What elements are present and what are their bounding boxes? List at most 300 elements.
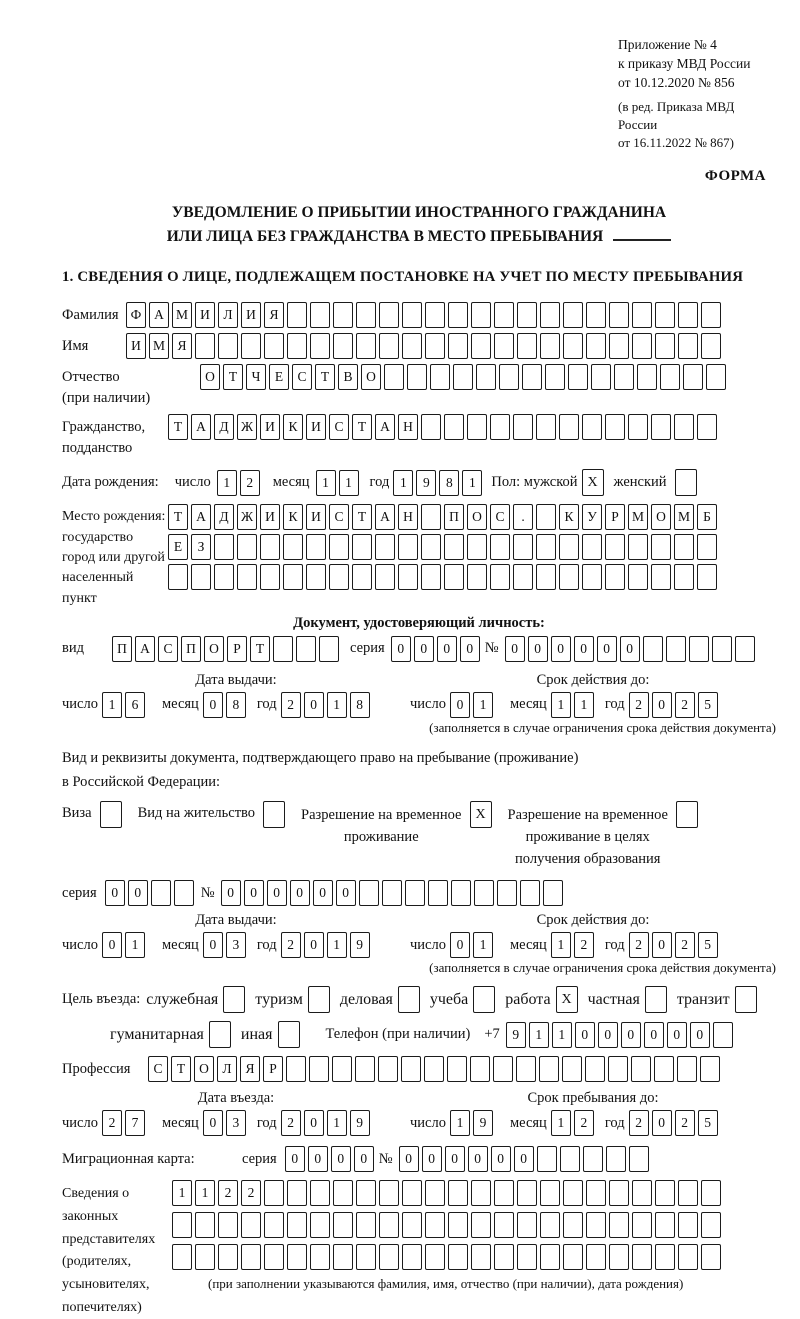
char-cell[interactable]: 0 <box>308 1146 328 1172</box>
char-cell[interactable]: 0 <box>290 880 310 906</box>
char-cell[interactable] <box>310 1180 330 1206</box>
char-cell[interactable] <box>490 564 510 590</box>
residence-issue-month[interactable] <box>203 932 249 958</box>
char-cell[interactable]: 0 <box>620 636 640 662</box>
char-cell[interactable] <box>537 1146 557 1172</box>
char-cell[interactable] <box>513 414 533 440</box>
char-cell[interactable] <box>333 333 353 359</box>
entry-month[interactable] <box>203 1110 249 1136</box>
purpose-work-checkbox[interactable]: X <box>556 986 578 1013</box>
char-cell[interactable]: М <box>674 504 694 530</box>
char-cell[interactable] <box>660 364 680 390</box>
char-cell[interactable]: 9 <box>416 470 436 496</box>
char-cell[interactable] <box>471 302 491 328</box>
char-cell[interactable]: 0 <box>505 636 525 662</box>
char-cell[interactable] <box>494 333 514 359</box>
doc-expiry-day[interactable] <box>450 692 496 718</box>
migration-series-input[interactable] <box>285 1146 377 1172</box>
char-cell[interactable]: 0 <box>304 692 324 718</box>
purpose-private-checkbox[interactable] <box>645 986 667 1013</box>
char-cell[interactable] <box>563 1244 583 1270</box>
char-cell[interactable]: П <box>444 504 464 530</box>
residence-series-input[interactable] <box>105 880 197 906</box>
char-cell[interactable] <box>287 1212 307 1238</box>
char-cell[interactable]: 1 <box>195 1180 215 1206</box>
char-cell[interactable] <box>474 880 494 906</box>
char-cell[interactable]: 0 <box>460 636 480 662</box>
char-cell[interactable] <box>379 1244 399 1270</box>
residence-issue-day[interactable] <box>102 932 148 958</box>
char-cell[interactable]: Р <box>263 1056 283 1082</box>
char-cell[interactable]: 1 <box>316 470 336 496</box>
name-input[interactable] <box>126 333 724 359</box>
char-cell[interactable] <box>379 302 399 328</box>
char-cell[interactable] <box>287 1244 307 1270</box>
char-cell[interactable] <box>151 880 171 906</box>
char-cell[interactable] <box>540 1212 560 1238</box>
char-cell[interactable] <box>674 564 694 590</box>
char-cell[interactable] <box>264 1244 284 1270</box>
purpose-transit-checkbox[interactable] <box>735 986 757 1013</box>
char-cell[interactable] <box>655 1244 675 1270</box>
char-cell[interactable] <box>586 1212 606 1238</box>
char-cell[interactable] <box>536 534 556 560</box>
char-cell[interactable] <box>398 534 418 560</box>
char-cell[interactable] <box>666 636 686 662</box>
char-cell[interactable] <box>609 333 629 359</box>
char-cell[interactable] <box>310 1244 330 1270</box>
char-cell[interactable]: 2 <box>629 932 649 958</box>
char-cell[interactable]: 0 <box>354 1146 374 1172</box>
char-cell[interactable] <box>712 636 732 662</box>
char-cell[interactable] <box>471 1244 491 1270</box>
char-cell[interactable] <box>425 1244 445 1270</box>
residence-expiry-day[interactable] <box>450 932 496 958</box>
char-cell[interactable]: 0 <box>399 1146 419 1172</box>
char-cell[interactable]: 0 <box>221 880 241 906</box>
char-cell[interactable]: 3 <box>226 1110 246 1136</box>
char-cell[interactable]: Р <box>605 504 625 530</box>
char-cell[interactable] <box>608 1056 628 1082</box>
char-cell[interactable] <box>606 1146 626 1172</box>
char-cell[interactable] <box>513 534 533 560</box>
char-cell[interactable] <box>174 880 194 906</box>
char-cell[interactable]: 8 <box>350 692 370 718</box>
char-cell[interactable]: 2 <box>241 1180 261 1206</box>
char-cell[interactable] <box>631 1056 651 1082</box>
char-cell[interactable]: А <box>191 504 211 530</box>
char-cell[interactable] <box>643 636 663 662</box>
char-cell[interactable]: 0 <box>491 1146 511 1172</box>
char-cell[interactable] <box>453 364 473 390</box>
char-cell[interactable] <box>632 1212 652 1238</box>
char-cell[interactable] <box>402 1212 422 1238</box>
char-cell[interactable]: 0 <box>667 1022 687 1048</box>
char-cell[interactable]: 0 <box>528 636 548 662</box>
char-cell[interactable] <box>520 880 540 906</box>
char-cell[interactable] <box>494 1180 514 1206</box>
char-cell[interactable] <box>421 504 441 530</box>
char-cell[interactable]: И <box>241 302 261 328</box>
char-cell[interactable]: Т <box>315 364 335 390</box>
char-cell[interactable]: Т <box>223 364 243 390</box>
char-cell[interactable] <box>591 364 611 390</box>
temp-residence-education-checkbox[interactable] <box>676 801 698 828</box>
char-cell[interactable] <box>218 333 238 359</box>
char-cell[interactable] <box>309 1056 329 1082</box>
char-cell[interactable] <box>609 302 629 328</box>
char-cell[interactable] <box>674 414 694 440</box>
char-cell[interactable]: Я <box>240 1056 260 1082</box>
char-cell[interactable] <box>382 880 402 906</box>
char-cell[interactable] <box>471 333 491 359</box>
char-cell[interactable]: У <box>582 504 602 530</box>
char-cell[interactable]: 1 <box>574 692 594 718</box>
char-cell[interactable] <box>283 564 303 590</box>
char-cell[interactable]: Ч <box>246 364 266 390</box>
char-cell[interactable]: С <box>329 414 349 440</box>
char-cell[interactable]: 2 <box>281 692 301 718</box>
char-cell[interactable] <box>540 333 560 359</box>
char-cell[interactable] <box>536 504 556 530</box>
char-cell[interactable]: 0 <box>267 880 287 906</box>
char-cell[interactable] <box>273 636 293 662</box>
char-cell[interactable]: 0 <box>105 880 125 906</box>
char-cell[interactable] <box>296 636 316 662</box>
migration-number-input[interactable] <box>399 1146 652 1172</box>
doc-expiry-month[interactable] <box>551 692 597 718</box>
char-cell[interactable] <box>701 1212 721 1238</box>
sex-female-checkbox[interactable] <box>675 469 697 496</box>
char-cell[interactable]: О <box>204 636 224 662</box>
representatives-line3-input[interactable] <box>172 1244 724 1270</box>
char-cell[interactable]: И <box>306 504 326 530</box>
char-cell[interactable] <box>356 1244 376 1270</box>
char-cell[interactable]: 1 <box>462 470 482 496</box>
purpose-humanitarian-checkbox[interactable] <box>209 1021 231 1048</box>
char-cell[interactable] <box>470 1056 490 1082</box>
char-cell[interactable]: С <box>292 364 312 390</box>
char-cell[interactable]: 1 <box>529 1022 549 1048</box>
char-cell[interactable] <box>568 364 588 390</box>
char-cell[interactable]: Т <box>168 414 188 440</box>
char-cell[interactable] <box>379 1180 399 1206</box>
char-cell[interactable] <box>428 880 448 906</box>
char-cell[interactable] <box>494 1244 514 1270</box>
char-cell[interactable] <box>310 333 330 359</box>
char-cell[interactable]: Т <box>352 414 372 440</box>
char-cell[interactable] <box>448 1212 468 1238</box>
char-cell[interactable] <box>287 333 307 359</box>
char-cell[interactable] <box>218 1244 238 1270</box>
char-cell[interactable] <box>559 564 579 590</box>
char-cell[interactable] <box>497 880 517 906</box>
char-cell[interactable] <box>543 880 563 906</box>
char-cell[interactable] <box>494 302 514 328</box>
profession-input[interactable] <box>148 1056 723 1082</box>
char-cell[interactable]: 1 <box>217 470 237 496</box>
char-cell[interactable]: Л <box>217 1056 237 1082</box>
char-cell[interactable]: 2 <box>574 932 594 958</box>
char-cell[interactable]: Д <box>214 504 234 530</box>
char-cell[interactable]: 0 <box>551 636 571 662</box>
char-cell[interactable]: 0 <box>304 932 324 958</box>
char-cell[interactable]: 0 <box>652 1110 672 1136</box>
char-cell[interactable]: 1 <box>339 470 359 496</box>
char-cell[interactable] <box>407 364 427 390</box>
char-cell[interactable] <box>237 564 257 590</box>
char-cell[interactable] <box>655 1180 675 1206</box>
char-cell[interactable] <box>356 333 376 359</box>
char-cell[interactable]: 0 <box>391 636 411 662</box>
char-cell[interactable] <box>654 1056 674 1082</box>
char-cell[interactable]: О <box>361 364 381 390</box>
char-cell[interactable] <box>540 1244 560 1270</box>
char-cell[interactable] <box>172 1212 192 1238</box>
char-cell[interactable]: Т <box>171 1056 191 1082</box>
char-cell[interactable] <box>628 414 648 440</box>
char-cell[interactable] <box>356 1180 376 1206</box>
entry-day[interactable] <box>102 1110 148 1136</box>
char-cell[interactable] <box>674 534 694 560</box>
char-cell[interactable] <box>651 414 671 440</box>
char-cell[interactable]: Ж <box>237 414 257 440</box>
char-cell[interactable] <box>582 534 602 560</box>
char-cell[interactable]: 0 <box>575 1022 595 1048</box>
char-cell[interactable]: И <box>195 302 215 328</box>
char-cell[interactable]: 5 <box>698 692 718 718</box>
char-cell[interactable] <box>701 302 721 328</box>
char-cell[interactable] <box>517 1212 537 1238</box>
char-cell[interactable] <box>471 1180 491 1206</box>
char-cell[interactable]: М <box>628 504 648 530</box>
char-cell[interactable] <box>425 1212 445 1238</box>
char-cell[interactable] <box>264 1212 284 1238</box>
char-cell[interactable] <box>264 333 284 359</box>
char-cell[interactable]: 1 <box>473 932 493 958</box>
char-cell[interactable]: 5 <box>698 1110 718 1136</box>
char-cell[interactable] <box>678 333 698 359</box>
char-cell[interactable]: Ж <box>237 504 257 530</box>
char-cell[interactable]: 0 <box>450 932 470 958</box>
char-cell[interactable]: О <box>651 504 671 530</box>
purpose-other-checkbox[interactable] <box>278 1021 300 1048</box>
doc-issue-day[interactable] <box>102 692 148 718</box>
char-cell[interactable]: 0 <box>128 880 148 906</box>
char-cell[interactable]: А <box>149 302 169 328</box>
char-cell[interactable] <box>689 636 709 662</box>
char-cell[interactable]: И <box>126 333 146 359</box>
char-cell[interactable] <box>563 1212 583 1238</box>
char-cell[interactable]: 9 <box>350 932 370 958</box>
char-cell[interactable] <box>701 1180 721 1206</box>
char-cell[interactable]: Е <box>168 534 188 560</box>
char-cell[interactable] <box>425 1180 445 1206</box>
birth-month-input[interactable] <box>316 470 362 496</box>
char-cell[interactable]: З <box>191 534 211 560</box>
char-cell[interactable] <box>494 1212 514 1238</box>
residence-expiry-month[interactable] <box>551 932 597 958</box>
char-cell[interactable] <box>444 414 464 440</box>
char-cell[interactable] <box>517 1244 537 1270</box>
doc-expiry-year[interactable] <box>629 692 721 718</box>
char-cell[interactable] <box>375 564 395 590</box>
char-cell[interactable] <box>329 564 349 590</box>
char-cell[interactable] <box>241 1244 261 1270</box>
purpose-study-checkbox[interactable] <box>473 986 495 1013</box>
birthplace-line2-input[interactable] <box>168 534 720 560</box>
purpose-official-checkbox[interactable] <box>223 986 245 1013</box>
char-cell[interactable] <box>195 1212 215 1238</box>
char-cell[interactable] <box>536 564 556 590</box>
char-cell[interactable] <box>329 534 349 560</box>
char-cell[interactable]: 0 <box>285 1146 305 1172</box>
char-cell[interactable] <box>286 1056 306 1082</box>
char-cell[interactable]: 0 <box>621 1022 641 1048</box>
char-cell[interactable]: 1 <box>102 692 122 718</box>
char-cell[interactable] <box>241 333 261 359</box>
doc-kind-input[interactable] <box>112 636 342 662</box>
char-cell[interactable] <box>517 333 537 359</box>
char-cell[interactable] <box>356 302 376 328</box>
char-cell[interactable] <box>563 333 583 359</box>
char-cell[interactable]: 2 <box>675 1110 695 1136</box>
char-cell[interactable]: . <box>513 504 533 530</box>
char-cell[interactable] <box>444 564 464 590</box>
char-cell[interactable]: Т <box>168 504 188 530</box>
char-cell[interactable] <box>563 1180 583 1206</box>
char-cell[interactable] <box>713 1022 733 1048</box>
char-cell[interactable]: 2 <box>629 1110 649 1136</box>
char-cell[interactable]: 9 <box>473 1110 493 1136</box>
char-cell[interactable] <box>333 302 353 328</box>
char-cell[interactable] <box>628 564 648 590</box>
char-cell[interactable] <box>629 1146 649 1172</box>
char-cell[interactable]: 1 <box>327 1110 347 1136</box>
char-cell[interactable]: 1 <box>551 692 571 718</box>
char-cell[interactable] <box>214 564 234 590</box>
char-cell[interactable] <box>352 534 372 560</box>
char-cell[interactable] <box>310 1212 330 1238</box>
birth-day-input[interactable] <box>217 470 263 496</box>
char-cell[interactable] <box>655 302 675 328</box>
char-cell[interactable]: 1 <box>327 932 347 958</box>
char-cell[interactable] <box>586 302 606 328</box>
char-cell[interactable]: М <box>149 333 169 359</box>
char-cell[interactable] <box>405 880 425 906</box>
char-cell[interactable]: Р <box>227 636 247 662</box>
char-cell[interactable]: 0 <box>652 932 672 958</box>
char-cell[interactable] <box>586 1244 606 1270</box>
char-cell[interactable]: 1 <box>551 932 571 958</box>
char-cell[interactable]: А <box>375 414 395 440</box>
char-cell[interactable]: 0 <box>574 636 594 662</box>
char-cell[interactable] <box>651 564 671 590</box>
char-cell[interactable] <box>536 414 556 440</box>
char-cell[interactable] <box>467 564 487 590</box>
char-cell[interactable] <box>384 364 404 390</box>
char-cell[interactable]: 1 <box>473 692 493 718</box>
char-cell[interactable] <box>522 364 542 390</box>
residence-expiry-year[interactable] <box>629 932 721 958</box>
purpose-tourism-checkbox[interactable] <box>308 986 330 1013</box>
char-cell[interactable] <box>214 534 234 560</box>
char-cell[interactable] <box>605 534 625 560</box>
char-cell[interactable] <box>632 333 652 359</box>
sex-male-checkbox[interactable]: X <box>582 469 604 496</box>
char-cell[interactable] <box>287 1180 307 1206</box>
patronymic-input[interactable] <box>200 364 729 390</box>
residence-issue-year[interactable] <box>281 932 373 958</box>
char-cell[interactable]: 1 <box>327 692 347 718</box>
char-cell[interactable]: 0 <box>304 1110 324 1136</box>
char-cell[interactable]: 0 <box>244 880 264 906</box>
char-cell[interactable] <box>448 333 468 359</box>
doc-issue-year[interactable] <box>281 692 373 718</box>
char-cell[interactable] <box>421 534 441 560</box>
char-cell[interactable] <box>637 364 657 390</box>
char-cell[interactable] <box>562 1056 582 1082</box>
char-cell[interactable]: Т <box>352 504 372 530</box>
char-cell[interactable]: 5 <box>698 932 718 958</box>
char-cell[interactable] <box>605 414 625 440</box>
birthplace-line1-input[interactable] <box>168 504 720 530</box>
char-cell[interactable] <box>378 1056 398 1082</box>
char-cell[interactable]: 1 <box>172 1180 192 1206</box>
char-cell[interactable]: 3 <box>226 932 246 958</box>
char-cell[interactable]: 0 <box>336 880 356 906</box>
char-cell[interactable] <box>306 534 326 560</box>
char-cell[interactable] <box>237 534 257 560</box>
char-cell[interactable]: 0 <box>445 1146 465 1172</box>
char-cell[interactable]: С <box>490 504 510 530</box>
char-cell[interactable]: Н <box>398 414 418 440</box>
char-cell[interactable] <box>678 1244 698 1270</box>
citizenship-input[interactable] <box>168 414 720 440</box>
char-cell[interactable]: 2 <box>675 932 695 958</box>
char-cell[interactable] <box>490 534 510 560</box>
char-cell[interactable] <box>260 564 280 590</box>
char-cell[interactable] <box>241 1212 261 1238</box>
char-cell[interactable] <box>467 414 487 440</box>
char-cell[interactable]: О <box>200 364 220 390</box>
char-cell[interactable] <box>447 1056 467 1082</box>
char-cell[interactable] <box>609 1212 629 1238</box>
char-cell[interactable]: И <box>306 414 326 440</box>
char-cell[interactable] <box>517 1180 537 1206</box>
char-cell[interactable] <box>605 564 625 590</box>
char-cell[interactable] <box>540 1180 560 1206</box>
char-cell[interactable] <box>697 564 717 590</box>
char-cell[interactable]: Я <box>172 333 192 359</box>
residence-permit-checkbox[interactable] <box>263 801 285 828</box>
char-cell[interactable] <box>585 1056 605 1082</box>
char-cell[interactable]: М <box>172 302 192 328</box>
char-cell[interactable] <box>319 636 339 662</box>
char-cell[interactable] <box>379 1212 399 1238</box>
char-cell[interactable] <box>540 302 560 328</box>
char-cell[interactable]: 1 <box>125 932 145 958</box>
char-cell[interactable] <box>701 333 721 359</box>
doc-issue-month[interactable] <box>203 692 249 718</box>
char-cell[interactable] <box>332 1056 352 1082</box>
char-cell[interactable]: А <box>375 504 395 530</box>
char-cell[interactable]: 0 <box>437 636 457 662</box>
char-cell[interactable]: 8 <box>226 692 246 718</box>
char-cell[interactable]: 2 <box>675 692 695 718</box>
purpose-business-checkbox[interactable] <box>398 986 420 1013</box>
char-cell[interactable] <box>700 1056 720 1082</box>
